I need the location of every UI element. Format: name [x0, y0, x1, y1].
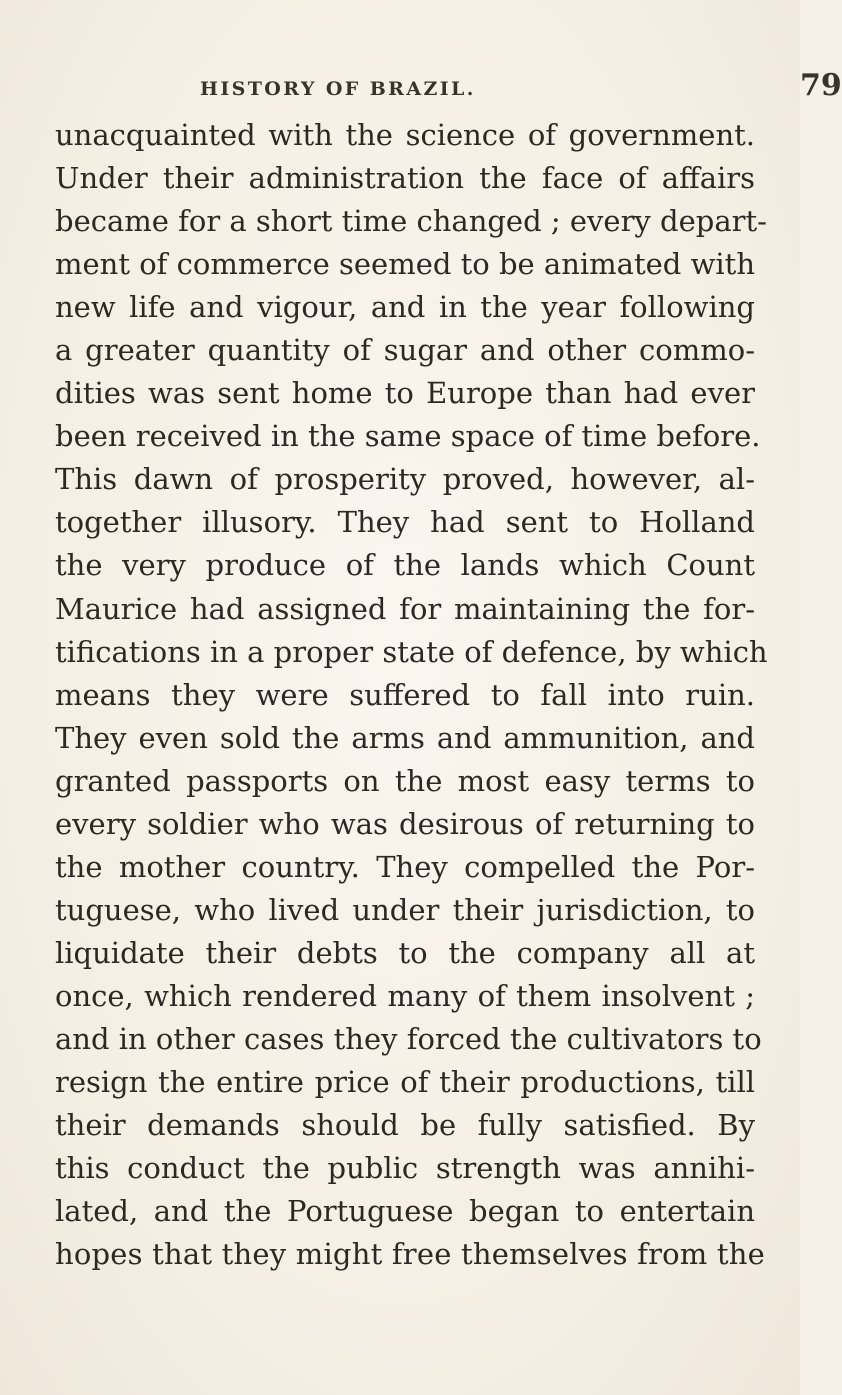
text-line: This dawn of prosperity proved, however, al- [55, 462, 755, 497]
body-text [55, 114, 768, 1276]
text-line: a greater quantity of sugar and other commo- [55, 333, 755, 368]
text-line: every soldier who was desirous of returning to [55, 806, 755, 841]
running-title: HISTORY OF BRAZIL. [200, 78, 476, 100]
text-line: the very produce of the lands which Count [55, 548, 755, 583]
text-line: together illusory. They had sent to Holland [55, 505, 755, 540]
running-head [200, 68, 842, 114]
text-line: liquidate their debts to the company all at [55, 935, 755, 970]
text-line: resign the entire price of their productions, till [55, 1065, 755, 1100]
text-line: once, which rendered many of them insolvent ; [55, 978, 755, 1013]
text-line: their demands should be fully satisfied. By [55, 1108, 755, 1143]
text-line: tuguese, who lived under their jurisdiction, to [55, 892, 755, 927]
text-line: means they were suffered to fall into ruin. [55, 677, 755, 712]
text-line: Maurice had assigned for maintaining the for- [55, 591, 755, 626]
text-line: dities was sent home to Europe than had ever [55, 376, 755, 411]
text-line: new life and vigour, and in the year following [55, 290, 755, 325]
text-line: Under their administration the face of affairs [55, 161, 755, 196]
text-line: and in other cases they forced the cultivators to [55, 1021, 762, 1056]
text-line: became for a short time changed ; every depart- [55, 204, 767, 239]
text-line: unacquainted with the science of government. [55, 118, 755, 152]
text-line: been received in the same space of time before. [55, 419, 761, 454]
text-line: lated, and the Portuguese began to entertain [55, 1194, 755, 1229]
text-line: granted passports on the most easy terms to [55, 763, 755, 798]
text-line: They even sold the arms and ammunition, and [55, 720, 755, 755]
text-line: this conduct the public strength was annihi- [55, 1151, 755, 1186]
page-number: 79 [800, 68, 842, 103]
text-line: hopes that they might free themselves from the [55, 1237, 766, 1272]
text-line: the mother country. They compelled the Por- [55, 849, 755, 884]
text-line: tifications in a proper state of defence, by which [55, 634, 768, 669]
text-line: ment of commerce seemed to be animated with [55, 247, 755, 282]
